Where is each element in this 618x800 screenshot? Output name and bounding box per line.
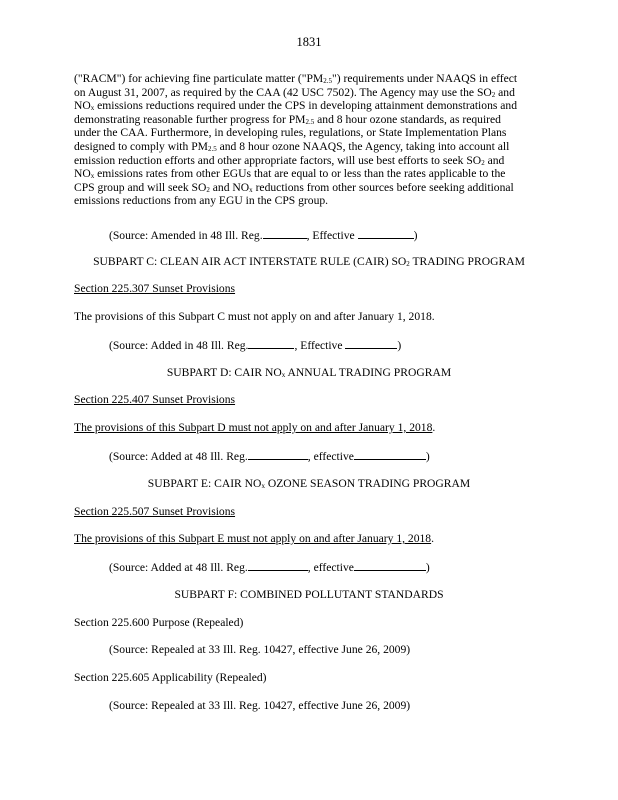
intro-line: CPS group and will seek $SO_2$ and $NO_x$ reductions from other sources before seeking additional [74,180,514,194]
section-225-407-heading: Section 225.407 Sunset Provisions [74,393,236,406]
section-225-307-heading: Section 225.307 Sunset Provisions [74,282,236,295]
section-225-407-body: The provisions of this Subpart D must not apply on and after January 1, 2018. [74,421,436,434]
intro-line: emission reduction efforts and other appropriate factors, will use best efforts to seek $SO_2$ and [74,153,505,167]
intro-line: $NO_x$ emissions reductions required under the CPS in developing attainment demonstrations and [74,99,518,113]
intro-line: on August 31, 2007, as required by the CAA (42 USC 7502). The Agency may use the $SO_2$ and [74,85,515,99]
source-note-amended: (Source: Amended in 48 Ill. Reg. , Effective ) [109,229,418,242]
intro-line: $NO_x$ emissions rates from other EGUs that are equal to or less than the rates applicable to the [74,167,506,181]
page-number: 1831 [296,35,322,49]
subpart-f-heading: SUBPART F: COMBINED POLLUTANT STANDARDS [174,588,444,601]
subpart-e-heading: SUBPART E: CAIR $NO_x$ OZONE SEASON TRADING PROGRAM [147,477,471,490]
source-note-added-c: (Source: Added in 48 Ill. Reg. , Effective ) [109,339,402,352]
section-225-507-body: The provisions of this Subpart E must not apply on and after January 1, 2018. [74,532,435,545]
section-225-507-heading: Section 225.507 Sunset Provisions [74,505,236,518]
intro-line: under the CAA. Furthermore, in developing rules, regulations, or State Implementation Plans [74,126,507,140]
intro-paragraph [74,72,544,208]
intro-line: emissions reductions from any EGU in the CPS group. [74,194,329,208]
section-225-605-heading: Section 225.605 Applicability (Repealed) [74,671,267,684]
section-225-600-heading: Section 225.600 Purpose (Repealed) [74,616,244,629]
intro-line: demonstrating reasonable further progress for $PM_{2.5}$ and 8 hour ozone standards, as required [74,112,501,126]
intro-line: ("RACM") for achieving fine particulate matter $("PM_{2.5}")$ requirements under NAAQS in effect [74,72,518,85]
intro-line: designed to comply with $PM_{2.5}$ and 8 hour ozone NAAQS, the Agency, taking into account all [74,139,510,153]
source-note-repealed-600: (Source: Repealed at 33 Ill. Reg. 10427, effective June 26, 2009) [109,643,411,656]
section-225-307-body: The provisions of this Subpart C must not apply on and after January 1, 2018. [74,310,435,323]
source-note-added-d: (Source: Added at 48 Ill. Reg. , effective ) [109,450,430,463]
source-note-added-e: (Source: Added at 48 Ill. Reg. , effective ) [109,561,430,574]
source-note-repealed-605: (Source: Repealed at 33 Ill. Reg. 10427, effective June 26, 2009) [109,699,411,712]
subpart-c-heading: SUBPART C: CLEAN AIR ACT INTERSTATE RULE (CAIR) $SO_2$ TRADING PROGRAM [93,255,525,268]
subpart-d-heading: SUBPART D: CAIR $NO_x$ ANNUAL TRADING PROGRAM [166,366,452,379]
